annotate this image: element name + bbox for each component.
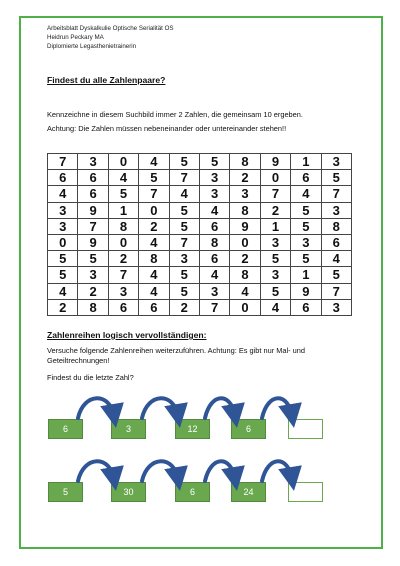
grid-cell[interactable]: 3 — [260, 267, 290, 283]
header-line-1: Arbeitsblatt Dyskalkulie Optische Serialität OS — [47, 25, 174, 32]
sequence2-box-1: 5 — [48, 482, 83, 502]
grid-cell[interactable]: 9 — [78, 234, 108, 250]
grid-cell[interactable]: 3 — [108, 283, 138, 299]
section2-title: Zahlenreihen logisch vervollständigen: — [47, 330, 207, 340]
header-line-2: Heidrun Peckary MA — [47, 34, 104, 41]
grid-cell[interactable]: 4 — [108, 170, 138, 186]
grid-cell[interactable]: 6 — [139, 299, 169, 315]
grid-cell[interactable]: 4 — [260, 299, 290, 315]
grid-cell[interactable]: 2 — [169, 299, 199, 315]
grid-cell[interactable]: 8 — [230, 202, 260, 218]
grid-cell[interactable]: 4 — [48, 283, 78, 299]
grid-cell[interactable]: 5 — [169, 218, 199, 234]
grid-cell[interactable]: 7 — [108, 267, 138, 283]
grid-cell[interactable]: 4 — [230, 283, 260, 299]
grid-cell[interactable]: 4 — [139, 283, 169, 299]
grid-cell[interactable]: 5 — [291, 202, 321, 218]
grid-cell[interactable]: 8 — [230, 267, 260, 283]
grid-cell[interactable]: 4 — [169, 186, 199, 202]
sequence2-box-3: 6 — [175, 482, 210, 502]
grid-cell[interactable]: 5 — [139, 170, 169, 186]
grid-row — [48, 267, 352, 283]
section1-instruction: Kennzeichne in diesem Suchbild immer 2 Zahlen, die gemeinsam 10 ergeben. — [47, 110, 303, 119]
grid-cell[interactable]: 5 — [291, 218, 321, 234]
section2-instruction: Versuche folgende Zahlenreihen weiterzuführen. Achtung: Es gibt nur Mal- und Geteiltrechnungen! — [47, 346, 306, 365]
grid-cell[interactable]: 4 — [139, 267, 169, 283]
sequence2-box-4: 24 — [231, 482, 266, 502]
grid-cell[interactable]: 5 — [48, 251, 78, 267]
grid-cell[interactable]: 5 — [291, 251, 321, 267]
grid-cell[interactable]: 3 — [199, 283, 229, 299]
grid-cell[interactable]: 1 — [108, 202, 138, 218]
grid-cell[interactable]: 8 — [321, 218, 351, 234]
grid-cell[interactable]: 5 — [199, 154, 229, 170]
grid-row — [48, 251, 352, 267]
grid-cell[interactable]: 6 — [321, 234, 351, 250]
grid-cell[interactable]: 5 — [78, 251, 108, 267]
grid-cell[interactable]: 3 — [48, 218, 78, 234]
grid-cell[interactable]: 5 — [260, 251, 290, 267]
grid-cell[interactable]: 8 — [199, 234, 229, 250]
grid-cell[interactable]: 4 — [139, 234, 169, 250]
grid-cell[interactable]: 0 — [230, 299, 260, 315]
grid-cell[interactable]: 4 — [48, 186, 78, 202]
number-search-grid — [47, 153, 352, 316]
grid-cell[interactable]: 5 — [260, 283, 290, 299]
grid-cell[interactable]: 7 — [48, 154, 78, 170]
grid-cell[interactable]: 7 — [260, 186, 290, 202]
grid-cell[interactable]: 3 — [78, 267, 108, 283]
grid-row — [48, 299, 352, 315]
grid-cell[interactable]: 1 — [291, 267, 321, 283]
grid-cell[interactable]: 2 — [260, 202, 290, 218]
section2-question: Findest du die letzte Zahl? — [47, 373, 134, 382]
section1-title: Findest du alle Zahlenpaare? — [47, 75, 166, 85]
sequence2-answer-field[interactable] — [288, 482, 323, 502]
grid-cell[interactable]: 4 — [321, 251, 351, 267]
grid-cell[interactable]: 3 — [321, 154, 351, 170]
grid-cell[interactable]: 4 — [199, 202, 229, 218]
grid-cell[interactable]: 0 — [260, 170, 290, 186]
grid-cell[interactable]: 4 — [199, 267, 229, 283]
sequence1-box-4: 6 — [231, 419, 266, 439]
grid-cell[interactable]: 6 — [48, 170, 78, 186]
grid-cell[interactable]: 5 — [48, 267, 78, 283]
grid-cell[interactable]: 5 — [169, 267, 199, 283]
grid-cell[interactable]: 2 — [230, 170, 260, 186]
grid-cell[interactable]: 6 — [78, 170, 108, 186]
grid-cell[interactable]: 7 — [321, 186, 351, 202]
grid-cell[interactable]: 6 — [291, 299, 321, 315]
grid-row — [48, 234, 352, 250]
grid-cell[interactable]: 6 — [199, 251, 229, 267]
grid-cell[interactable]: 3 — [48, 202, 78, 218]
grid-cell[interactable]: 7 — [321, 283, 351, 299]
grid-cell[interactable]: 5 — [321, 267, 351, 283]
grid-row — [48, 186, 352, 202]
grid-cell[interactable]: 6 — [291, 170, 321, 186]
grid-cell[interactable]: 8 — [78, 299, 108, 315]
grid-row — [48, 202, 352, 218]
grid-cell[interactable]: 7 — [169, 234, 199, 250]
grid-cell[interactable]: 3 — [230, 186, 260, 202]
grid-cell[interactable]: 3 — [321, 299, 351, 315]
grid-cell[interactable]: 1 — [291, 154, 321, 170]
grid-cell[interactable]: 3 — [321, 202, 351, 218]
grid-row — [48, 154, 352, 170]
grid-cell[interactable]: 6 — [78, 186, 108, 202]
grid-row — [48, 283, 352, 299]
sequence1-box-1: 6 — [48, 419, 83, 439]
sequence2-box-2: 30 — [111, 482, 146, 502]
grid-cell[interactable]: 2 — [108, 251, 138, 267]
grid-cell[interactable]: 0 — [108, 234, 138, 250]
grid-cell[interactable]: 3 — [291, 234, 321, 250]
grid-cell[interactable]: 9 — [78, 202, 108, 218]
sequence1-box-3: 12 — [175, 419, 210, 439]
grid-cell[interactable]: 8 — [108, 218, 138, 234]
grid-cell[interactable]: 4 — [291, 186, 321, 202]
grid-cell[interactable]: 4 — [139, 154, 169, 170]
grid-cell[interactable]: 1 — [260, 218, 290, 234]
grid-cell[interactable]: 8 — [139, 251, 169, 267]
grid-cell[interactable]: 9 — [291, 283, 321, 299]
grid-cell[interactable]: 3 — [169, 251, 199, 267]
grid-cell[interactable]: 0 — [108, 154, 138, 170]
grid-cell[interactable]: 9 — [230, 218, 260, 234]
grid-cell[interactable]: 7 — [78, 218, 108, 234]
grid-cell[interactable]: 7 — [199, 299, 229, 315]
worksheet-header — [47, 24, 174, 51]
sequence1-box-2: 3 — [111, 419, 146, 439]
grid-cell[interactable]: 9 — [260, 154, 290, 170]
grid-cell[interactable]: 6 — [199, 218, 229, 234]
sequence1-answer-field[interactable] — [288, 419, 323, 439]
grid-cell[interactable]: 5 — [169, 283, 199, 299]
grid-cell[interactable]: 3 — [199, 170, 229, 186]
grid-cell[interactable]: 2 — [139, 218, 169, 234]
grid-cell[interactable]: 3 — [260, 234, 290, 250]
grid-cell[interactable]: 0 — [139, 202, 169, 218]
grid-cell[interactable]: 7 — [169, 170, 199, 186]
header-line-3: Diplomierte Legasthenietrainerin — [47, 43, 137, 50]
grid-cell[interactable]: 3 — [78, 154, 108, 170]
grid-cell[interactable]: 2 — [48, 299, 78, 315]
grid-cell[interactable]: 3 — [199, 186, 229, 202]
grid-cell[interactable]: 0 — [230, 234, 260, 250]
grid-cell[interactable]: 8 — [230, 154, 260, 170]
grid-cell[interactable]: 2 — [230, 251, 260, 267]
grid-cell[interactable]: 5 — [169, 154, 199, 170]
grid-cell[interactable]: 2 — [78, 283, 108, 299]
grid-row — [48, 170, 352, 186]
grid-cell[interactable]: 0 — [48, 234, 78, 250]
grid-cell[interactable]: 5 — [108, 186, 138, 202]
grid-cell[interactable]: 7 — [139, 186, 169, 202]
grid-cell[interactable]: 5 — [321, 170, 351, 186]
grid-cell[interactable]: 5 — [169, 202, 199, 218]
grid-row — [48, 218, 352, 234]
grid-cell[interactable]: 6 — [108, 299, 138, 315]
section1-note: Achtung: Die Zahlen müssen nebeneinander oder untereinander stehen!! — [47, 124, 287, 133]
